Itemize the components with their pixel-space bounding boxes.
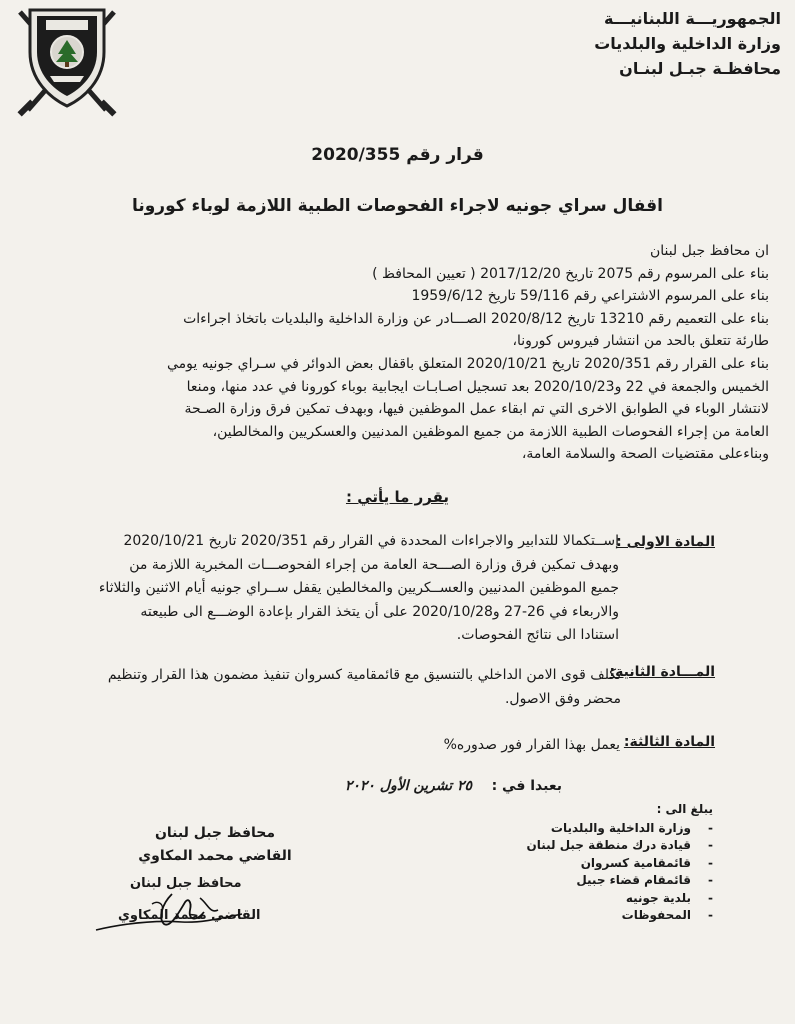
- recipient-item: - قائمقامية كسروان: [473, 855, 713, 872]
- article-line: تكلف قوى الامن الداخلي بالتنسيق مع قائمقامية كسروان تنفيذ مضمون هذا القرار وتنظيم: [107, 667, 621, 683]
- article-line: إســتكمالا للتدابير والاجراءات المحددة في القرار رقم 2020/351 تاريخ 2020/10/21: [123, 533, 619, 549]
- decides-heading: [0, 488, 795, 506]
- letterhead: [481, 6, 781, 81]
- stamp-name: القاضي محمد المكاوي: [118, 908, 261, 923]
- recipient-item: - المحفوظات: [473, 907, 713, 924]
- recipients-list: [473, 820, 713, 924]
- handwritten-signature: [92, 874, 272, 938]
- article-3-label: المادة الثالثة:: [623, 734, 715, 750]
- preamble-line: الخميس والجمعة في 22 و2020/10/23 بعد تسجيل اصـابـات ايجابية بوباء كورونا في عدد منها، ومنعا: [186, 378, 769, 395]
- article-line: يعمل بهذا القرار فور صدوره%: [443, 737, 620, 753]
- article-line: استنادا الى نتائج الفحوصات.: [456, 627, 619, 643]
- preamble-line: بناء على التعميم رقم 13210 تاريخ 2020/8/12 الصـــادر عن وزارة الداخلية والبلديات باتخاذ اجراءات: [183, 310, 769, 327]
- preamble-line: بناء على المرسوم رقم 2075 تاريخ 2017/12/20 ( تعيين المحافظ ): [372, 265, 769, 282]
- preamble-line: وبناءعلى مقتضيات الصحة والسلامة العامة،: [521, 446, 769, 463]
- signature-stamp: [92, 874, 272, 938]
- preamble-line: لانتشار الوباء في الطوابق الاخرى التي تم ابقاء عمل الموظفين فيها، وبهدف تمكين فرق وزارة الصـحة: [184, 401, 769, 418]
- preamble-line: بناء على القرار رقم 2020/351 تاريخ 2020/10/21 المتعلق باقفال بعض الدوائر في سـراي جونيه يومي: [166, 355, 769, 372]
- article-line: جميع الموظفين المدنيين والعســكريين والمخالطين يقفل ســراي جونيه أيام الاثنين والثلاثاء: [98, 580, 619, 596]
- signatory-title: محافظ جبل لبنان: [154, 825, 276, 841]
- signatory: [130, 822, 300, 868]
- recipient-item: - بلدية جونيه: [473, 890, 713, 907]
- recipient-item: - وزارة الداخلية والبلديات: [473, 820, 713, 837]
- preamble-line: بناء على المرسوم الاشتراعي رقم 59/116 تاريخ 1959/6/12: [411, 288, 769, 305]
- issue-date-label: بعبدا في :: [491, 778, 562, 794]
- notify-label: يبلغ الى :: [656, 802, 713, 816]
- shield-crossed-swords-cedar-emblem: [14, 2, 120, 118]
- article-line: وبهدف تمكين فرق وزارة الصـــحة العامة من إجراء الفحوصـــات المخبرية اللازمة من: [129, 556, 619, 573]
- article-line: محضر وفق الاصول.: [504, 690, 621, 707]
- preamble-line: ان محافظ جبل لبنان: [649, 243, 769, 259]
- decision-number: قرار رقم 2020/355: [311, 145, 484, 165]
- article-line: والاربعاء في 26-27 و2020/10/28 على أن يتخذ القرار بإعادة الوضـــع الى طبيعته: [140, 603, 619, 620]
- article-2-text: [61, 664, 621, 711]
- letterhead-republic: الجمهوريـــة اللبنانيـــة: [604, 9, 781, 28]
- recipient-item: - قائمقام قضاء جبيل: [473, 872, 713, 889]
- article-2-label: المـــادة الثانية:: [609, 664, 715, 680]
- decision-subject: اقفال سراي جونيه لاجراء الفحوصات الطبية اللازمة لوباء كورونا: [131, 196, 664, 216]
- preamble-line: العامة من إجراء الفحوصات الطبية اللازمة من جميع الموظفين المدنيين والعسكريين والمخالطين،: [212, 423, 769, 440]
- issue-date: [345, 778, 562, 794]
- letterhead-governorate: محافظـة جبـل لبنـان: [619, 59, 781, 78]
- article-1-label: المادة الاولى :: [616, 534, 715, 550]
- decides-text: يقرر ما يأتي :: [345, 488, 450, 506]
- article-3-text: [60, 734, 620, 758]
- issue-date-value: ٢٥ تشرين الأول ٢٠٢٠: [344, 778, 473, 794]
- preamble: [69, 240, 769, 466]
- recipient-item: - قيادة درك منطقة جبل لبنان: [473, 837, 713, 854]
- stamp-title: محافظ جبل لبنان: [130, 876, 242, 891]
- letterhead-ministry: وزارة الداخلية والبلديات: [594, 34, 781, 53]
- signatory-name: القاضي محمد المكاوي: [138, 848, 292, 864]
- article-1-text: [59, 530, 619, 648]
- preamble-line: طارئة تتعلق بالحد من انتشار فيروس كورونا،: [512, 333, 769, 350]
